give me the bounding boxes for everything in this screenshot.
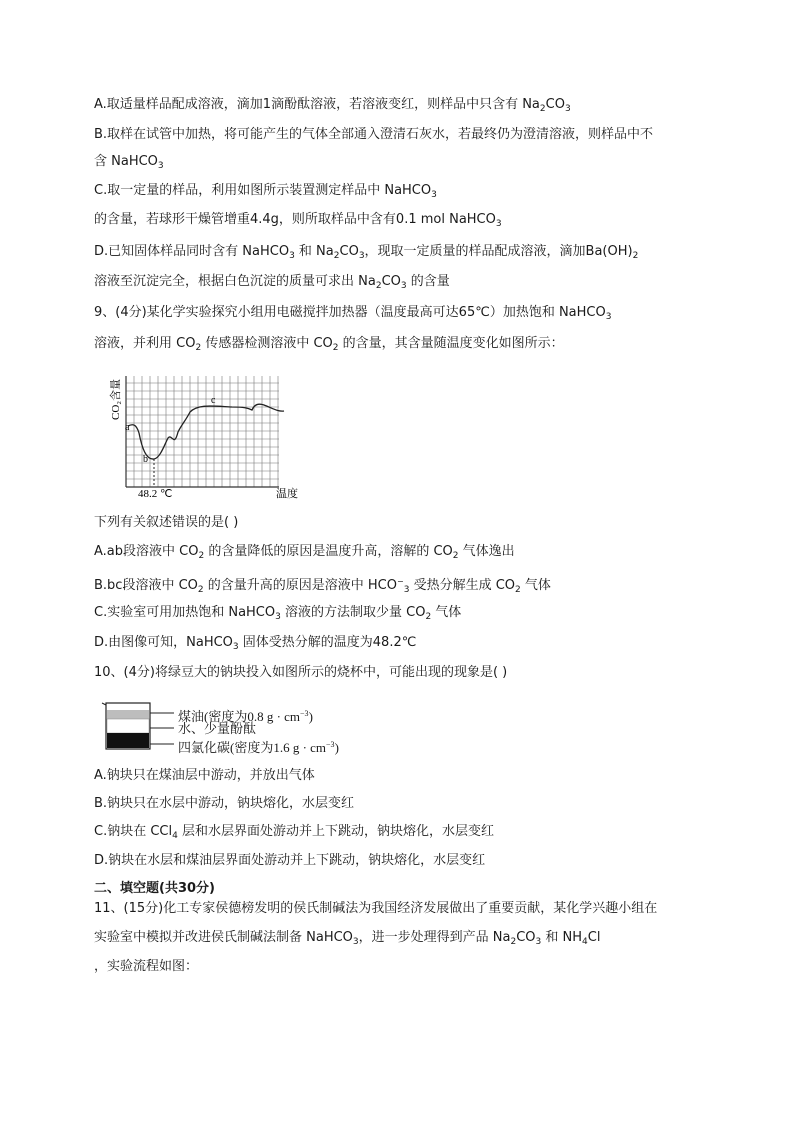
q11-text: ，进一步处理得到产品 Na	[358, 930, 511, 945]
q8-option-a-text: A.取适量样品配成溶液，滴加1滴酚酞溶液，若溶液变红，则样品中只含有 Na	[94, 97, 540, 112]
subscript: 3	[605, 312, 612, 322]
subscript: 3	[232, 642, 239, 652]
chart-grid	[126, 376, 279, 487]
q8-option-c-text: C.取一定量的样品，利用如图所示装置测定样品中 NaHCO	[94, 183, 432, 198]
q8-option-d-text: 溶液至沉淀完全，根据白色沉淀的质量可求出 Na	[94, 274, 376, 289]
q11-line1: 11、(15分)化工专家侯德榜发明的侯氏制碱法为我国经济发展做出了重要贡献，某化学兴趣小组在	[94, 901, 658, 916]
q9-option-a-text: 气体逸出	[458, 544, 515, 559]
q10-option-b: B.钠块只在水层中游动，钠块熔化，水层变红	[94, 796, 355, 811]
q8-option-c-line1	[94, 182, 437, 204]
q9-option-b-text: 气体	[520, 578, 551, 593]
kerosene-label-text: 煤油(密度为0.8 g · cm	[178, 709, 301, 724]
q8-option-d-line1	[94, 243, 638, 265]
subscript: 2	[539, 104, 546, 114]
subscript: 3	[535, 937, 542, 947]
ccl4-label-text: 四氯化碳(密度为1.6 g · cm	[178, 740, 327, 755]
subscript: 2	[632, 251, 639, 261]
q10-option-c-text: 层和水层界面处游动并上下跳动，钠块熔化，水层变红	[177, 824, 494, 839]
q8-option-d-line2	[94, 273, 450, 295]
subscript: 3	[431, 190, 437, 200]
point-c-label: c	[211, 395, 216, 406]
q9-stem-text: 9、(4分)某化学实验探究小组用电磁搅拌加热器（温度最高可达65℃）加热饱和 NaHCO	[94, 305, 606, 320]
q8-option-a-text: CO	[545, 97, 565, 112]
q8-option-b-line1: B.取样在试管中加热，将可能产生的气体全部通入澄清石灰水，若最终仍为澄清溶液，则样品中不	[94, 127, 654, 142]
subscript: 3	[400, 281, 407, 291]
subscript: 2	[510, 937, 517, 947]
q9-option-a-text: 的含量降低的原因是温度升高，溶解的 CO	[204, 544, 453, 559]
q9-option-c	[94, 604, 461, 626]
subscript: 3	[289, 251, 295, 261]
point-b-label: b	[143, 454, 148, 465]
subscript: 3	[352, 937, 359, 947]
q9-option-d	[94, 634, 416, 656]
q9-stem-text: 溶液，并利用 CO	[94, 336, 196, 351]
q9-option-b-text: B.bc段溶液中 CO	[94, 578, 198, 593]
q8-option-a	[94, 96, 571, 118]
q9-stem-text: 的含量，其含量随温度变化如图所示：	[338, 336, 564, 351]
subscript: 2	[515, 585, 521, 595]
q8-option-c-text: 的含量，若球形干燥管增重4.4g，则所取样品中含有0.1 mol NaHCO	[94, 212, 496, 227]
q10-option-c	[94, 823, 494, 845]
q8-option-d-text: CO	[381, 274, 401, 289]
subscript: 2	[452, 551, 459, 561]
q9-stem-text: 传感器检测溶液中 CO	[201, 336, 333, 351]
subscript: 3	[403, 585, 410, 595]
x-tick-label: 48.2 ℃	[138, 488, 173, 500]
ccl4-layer	[107, 733, 149, 748]
q10-option-a: A.钠块只在煤油层中游动，并放出气体	[94, 768, 315, 783]
subscript: 2	[197, 585, 204, 595]
subscript: 3	[495, 219, 502, 229]
section-heading: 二、填空题(共30分)	[94, 881, 215, 896]
ccl4-label: 四氯化碳(密度为1.6 $g \cdot cm^{-3}$)	[178, 740, 339, 755]
subscript: 3	[564, 104, 571, 114]
q9-option-a	[94, 543, 515, 565]
q8-option-d-text: 的含量	[406, 274, 450, 289]
q8-option-c-line2	[94, 211, 502, 233]
q9-option-c-text: 气体	[431, 605, 462, 620]
q9-option-c-text: C.实验室可用加热饱和 NaHCO	[94, 605, 276, 620]
subscript: 3	[275, 612, 281, 622]
q11-text: 和 NH	[541, 930, 583, 945]
q9-option-c-text: 溶液的方法制取少量 CO	[280, 605, 426, 620]
q8-option-d-text: D.已知固体样品同时含有 NaHCO	[94, 244, 290, 259]
q11-line2	[94, 929, 600, 951]
subscript: 4	[172, 831, 178, 841]
q9-option-d-text: D.由图像可知，NaHCO	[94, 635, 233, 650]
water-label: 水、少量酚酞	[178, 721, 257, 736]
co2-temperature-chart	[102, 368, 312, 503]
q8-option-d-text: CO	[339, 244, 359, 259]
q11-text: 实验室中模拟并改进侯氏制碱法制备 NaHCO	[94, 930, 353, 945]
subscript: 2	[333, 251, 340, 261]
superscript: −3	[300, 709, 309, 718]
q9-option-b-text: 受热分解生成 CO	[409, 578, 516, 593]
q9-option-a-text: A.ab段溶液中 CO	[94, 544, 199, 559]
q8-option-d-text: ，现取一定质量的样品配成溶液，滴加Ba(OH)	[364, 244, 633, 259]
q11-line3: ，实验流程如图：	[94, 959, 199, 974]
q9-option-d-text: 固体受热分解的温度为48.2℃	[238, 635, 417, 650]
kerosene-label: 煤油(密度为0.8 $g \cdot cm^{-3}$)	[178, 709, 313, 724]
water-layer	[107, 719, 149, 733]
subscript: 2	[332, 343, 339, 353]
q8-option-b-text: 含 NaHCO	[94, 154, 158, 169]
q8-option-d-text: 和 Na	[294, 244, 334, 259]
q11-text: Cl	[587, 930, 601, 945]
q8-option-b-line2	[94, 153, 164, 175]
superscript: −3	[326, 740, 335, 749]
subscript: 4	[582, 937, 588, 947]
y-axis-label: CO₂含量	[110, 378, 122, 420]
subscript: 2	[198, 551, 205, 561]
x-axis-label: 温度	[276, 488, 298, 500]
q11-text: CO	[516, 930, 536, 945]
subscript: 2	[195, 343, 202, 353]
q9-option-b-text: 的含量升高的原因是溶液中 HCO	[203, 578, 397, 593]
kerosene-layer	[107, 710, 149, 719]
superscript: −	[397, 577, 404, 586]
point-a-label: a	[125, 422, 130, 433]
subscript: 3	[358, 251, 365, 261]
q9-stem-line2	[94, 335, 564, 357]
q10-option-c-text: C.钠块在 CCl	[94, 824, 173, 839]
subscript: 2	[425, 612, 432, 622]
q9-option-b	[94, 573, 551, 599]
q10-stem: 10、(4分)将绿豆大的钠块投入如图所示的烧杯中，可能出现的现象是( )	[94, 665, 508, 680]
q10-option-d: D.钠块在水层和煤油层界面处游动并上下跳动，钠块熔化，水层变红	[94, 853, 486, 868]
q9-question: 下列有关叙述错误的是( )	[94, 515, 239, 530]
q9-stem-line1	[94, 304, 611, 326]
subscript: 3	[157, 161, 164, 171]
subscript: 2	[375, 281, 382, 291]
